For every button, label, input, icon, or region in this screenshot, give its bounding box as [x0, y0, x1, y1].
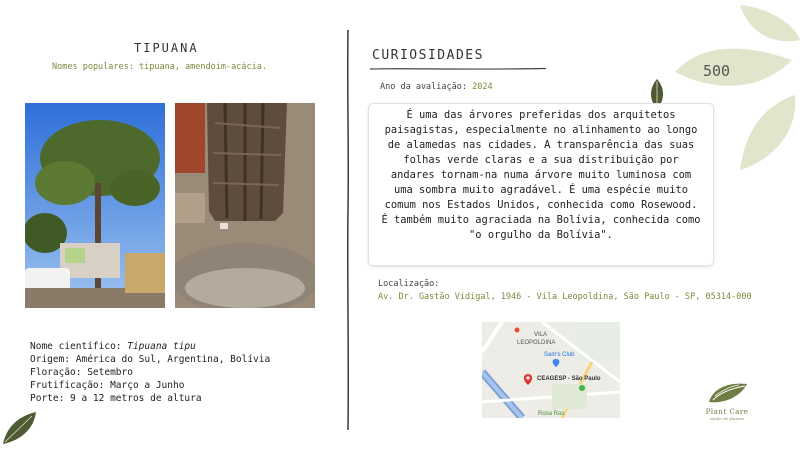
scientific-name: Nome científico: Tipuana tipu [30, 341, 196, 352]
map-area-label: LEOPOLDINA [517, 340, 556, 346]
map-area-label: VILA [534, 332, 548, 338]
popular-names: Nomes populares: tipuana, amendoim-acácia. [52, 62, 267, 72]
curiosities-text: É uma das árvores preferidas dos arquitetos paisagistas, especialmente no alinhamento ao longo de alamedas nas cidades. A transparência das suas folhas verde claras e a sua distribuição por andares tornam-na numa árvore muito luminosa com uma sombra muito agradável. É uma espécie muito comum nos Estados Unidos, conhecida como Rosewood. É também muito agraciada na Bolívia, conhecida como "o orgulho da Bolívia". [368, 103, 714, 266]
fruiting: Frutificação: Março a Junho [30, 380, 185, 391]
map-poi: Rosa Ras [538, 411, 565, 417]
size: Porte: 9 a 12 metros de altura [30, 393, 202, 404]
brand-tagline: saúde de plantas [709, 416, 745, 421]
map-poi: CEAGESP - São Paulo [537, 376, 601, 382]
heading-underline [370, 67, 546, 71]
map-poi: Sam's Club [544, 352, 575, 358]
brand-logo [692, 380, 762, 421]
tree-photo-trunk [175, 103, 315, 308]
location-map[interactable] [482, 322, 620, 418]
leaf-shape [740, 5, 800, 41]
brand-name: Plant Care [705, 408, 749, 416]
leaf-shape [675, 49, 792, 86]
curiosities-heading: CURIOSIDADES [372, 48, 484, 63]
tree-title: TIPUANA [134, 41, 199, 55]
origin: Origem: América do Sul, Argentina, Bolívia [30, 354, 271, 365]
leaf-shape [740, 95, 795, 170]
leaf-decoration-bottom-left [0, 408, 40, 448]
flowering: Floração: Setembro [30, 367, 133, 378]
brand-leaf-icon [705, 380, 749, 404]
location-address: Av. Dr. Gastão Vidigal, 1946 - Vila Leopoldina, São Paulo - SP, 05314-000 [378, 292, 752, 302]
tree-photo-street [25, 103, 165, 308]
vertical-divider [345, 30, 351, 430]
location-label: Localização: [378, 279, 440, 289]
badge-number: 500 [703, 62, 731, 80]
tree-info [30, 340, 270, 405]
evaluation-year: Ano da avaliação: 2024 [380, 82, 493, 92]
